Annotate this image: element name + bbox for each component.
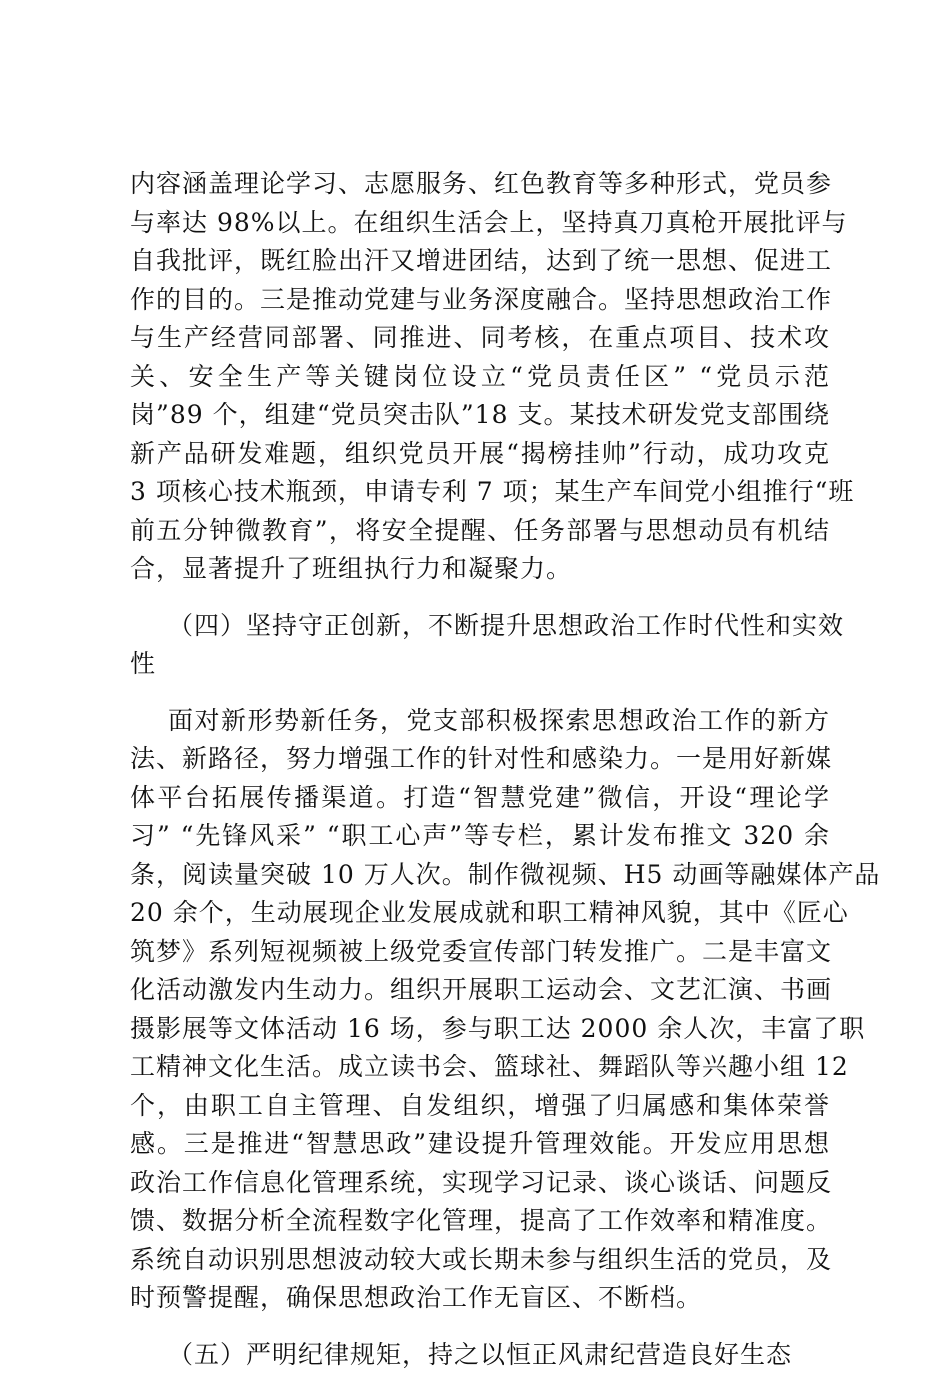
text-line: 化活动激发内生动力。组织开展职工运动会、文艺汇演、书画 [130,971,830,1010]
text-line: 感。三是推进“智慧思政”建设提升管理效能。开发应用思想 [130,1125,830,1164]
text-line: 合，显著提升了班组执行力和凝聚力。 [130,550,830,589]
text-line: 体平台拓展传播渠道。打造“智慧党建”微信，开设“理论学 [130,779,830,818]
paragraph-gap [130,1318,830,1336]
section-heading [130,607,830,684]
paragraph-gap [130,589,830,607]
text-line: 关、安全生产等关键岗位设立“党员责任区” “党员示范 [130,358,830,397]
paragraph-gap [130,684,830,702]
text-line: 条，阅读量突破 10 万人次。制作微视频、H5 动画等融媒体产品 [130,856,830,895]
section-heading [130,1336,830,1374]
text-line: 系统自动识别思想波动较大或长期未参与组织生活的党员，及 [130,1241,830,1280]
text-line: 作的目的。三是推动党建与业务深度融合。坚持思想政治工作 [130,281,830,320]
text-line: 政治工作信息化管理系统，实现学习记录、谈心谈话、问题反 [130,1164,830,1203]
text-line: 法、新路径，努力增强工作的针对性和感染力。一是用好新媒 [130,740,830,779]
body-paragraph [130,702,830,1318]
heading-line: 性 [130,645,830,684]
body-paragraph [130,165,830,589]
text-line: 与率达 98%以上。在组织生活会上，坚持真刀真枪开展批评与 [130,204,830,243]
text-line: 与生产经营同部署、同推进、同考核，在重点项目、技术攻 [130,319,830,358]
document-page [130,165,830,1374]
text-line: 20 余个，生动展现企业发展成就和职工精神风貌，其中《匠心 [130,894,830,933]
text-line: 内容涵盖理论学习、志愿服务、红色教育等多种形式，党员参 [130,165,830,204]
text-line: 岗”89 个，组建“党员突击队”18 支。某技术研发党支部围绕 [130,396,830,435]
text-line: 面对新形势新任务，党支部积极探索思想政治工作的新方 [130,702,830,741]
heading-line: （五）严明纪律规矩，持之以恒正风肃纪营造良好生态 [130,1336,830,1374]
text-line: 筑梦》系列短视频被上级党委宣传部门转发推广。二是丰富文 [130,933,830,972]
heading-line: （四）坚持守正创新，不断提升思想政治工作时代性和实效 [130,607,830,646]
text-line: 时预警提醒，确保思想政治工作无盲区、不断档。 [130,1279,830,1318]
text-line: 个，由职工自主管理、自发组织，增强了归属感和集体荣誉 [130,1087,830,1126]
text-line: 馈、数据分析全流程数字化管理，提高了工作效率和精准度。 [130,1202,830,1241]
text-line: 工精神文化生活。成立读书会、篮球社、舞蹈队等兴趣小组 12 [130,1048,830,1087]
text-line: 摄影展等文体活动 16 场，参与职工达 2000 余人次，丰富了职 [130,1010,830,1049]
text-line: 习” “先锋风采” “职工心声”等专栏，累计发布推文 320 余 [130,817,830,856]
text-line: 自我批评，既红脸出汗又增进团结，达到了统一思想、促进工 [130,242,830,281]
text-line: 新产品研发难题，组织党员开展“揭榜挂帅”行动，成功攻克 [130,435,830,474]
text-line: 前五分钟微教育”，将安全提醒、任务部署与思想动员有机结 [130,512,830,551]
text-line: 3 项核心技术瓶颈，申请专利 7 项；某生产车间党小组推行“班 [130,473,830,512]
